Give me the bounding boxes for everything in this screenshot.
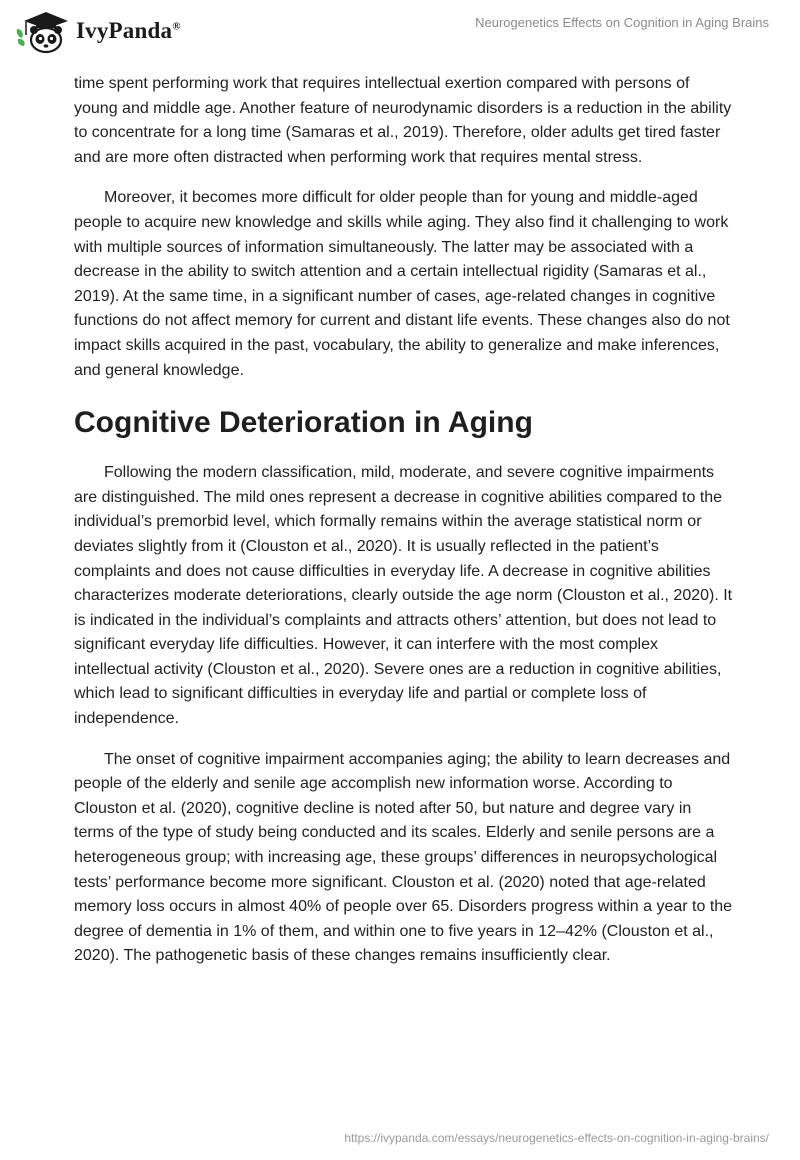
source-url[interactable]: https://ivypanda.com/essays/neurogenetics-effects-on-cognition-in-aging-brains/ [344,1131,769,1145]
ivypanda-logo[interactable] [14,7,181,55]
section-heading: Cognitive Deterioration in Aging [74,406,533,440]
paragraph: Following the modern classification, mild, moderate, and severe cognitive impairments are distinguished. The mild ones represent a decrease in cognitive abilities compared to the individual’s premorbid level, which formally remains within the average statistical norm or deviates slightly from it (Clouston et al., 2020). It is usually reflected in the patient’s complaints and does not cause difficulties in everyday life. A decrease in cognitive abilities characterizes moderate deteriorations, clearly outside the age norm (Clouston et al., 2020). It is indicated in the individual’s complaints and attracts others’ attention, but does not lead to significant everyday life difficulties. However, it can interfere with the most complex intellectual activity (Clouston et al., 2020). Severe ones are a reduction in cognitive abilities, which lead to significant difficulties in everyday life and partial or complete loss of independence. [74,464,733,728]
paragraph: The onset of cognitive impairment accompanies aging; the ability to learn decreases and people of the elderly and senile age accomplish new information worse. According to Clouston et al. (2020), cognitive decline is noted after 50, but nature and degree vary in terms of the type of study being conducted and its scales. Elderly and senile persons are a heterogeneous group; with increasing age, these groups’ differences in neuropsychological tests’ performance become more significant. Clouston et al. (2020) noted that age-related memory loss occurs in almost 40% of people over 65. Disorders progress within a year to the degree of dementia in 1% of them, and within one to five years in 12–42% (Clouston et al., 2020). The pathogenetic basis of these changes remains insufficiently clear. [74,750,733,965]
document-title: Neurogenetics Effects on Cognition in Aging Brains [475,15,769,30]
essay-content [74,72,734,969]
panda-graduate-icon [14,7,70,55]
paragraph: Moreover, it becomes more difficult for older people than for young and middle-aged people to acquire new knowledge and skills while aging. They also find it challenging to work with multiple sources of information simultaneously. The latter may be associated with a decrease in the ability to switch attention and a certain intellectual rigidity (Samaras et al., 2019). At the same time, in a significant number of cases, age-related changes in cognitive functions do not affect memory for current and distant life events. These changes also do not impact skills acquired in the past, vocabulary, the ability to generalize and make inferences, and general knowledge. [74,189,730,379]
page-header [0,0,800,62]
paragraph: time spent performing work that requires intellectual exertion compared with persons of young and middle age. Another feature of neurodynamic disorders is a reduction in the ability to concentrate for a long time (Samaras et al., 2019). Therefore, older adults get tired faster and are more often distracted when performing work that requires mental stress. [74,75,732,166]
brand-name: IvyPanda® [76,18,181,43]
